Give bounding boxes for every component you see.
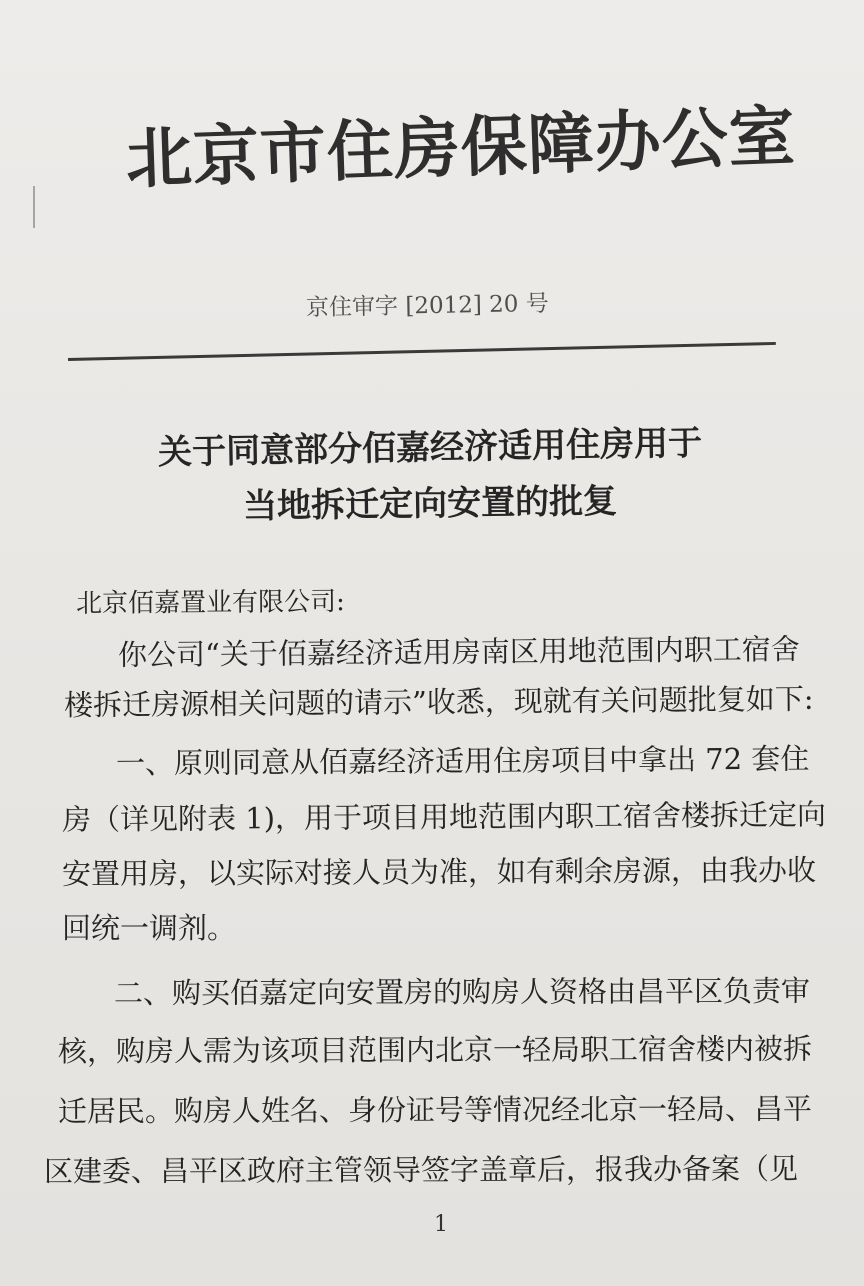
document-number: 京住审字 [2012] 20 号 [305,290,549,322]
body-line: 区建委、昌平区政府主管领导签字盖章后，报我办备案（见 [43,1151,799,1189]
document-title-line-2: 当地拆迁定向安置的批复 [242,481,618,527]
body-line: 房（详见附表 1)，用于项目用地范围内职工宿舍楼拆迁定向 [61,797,827,837]
header-divider [68,342,776,361]
body-line: 核，购房人需为该项目范围内北京一轻局职工宿舍楼内被拆 [57,1031,813,1069]
body-line: 安置用房，以实际对接人员为准，如有剩余房源，由我办收 [61,853,817,891]
body-line: 迁居民。购房人姓名、身份证号等情况经北京一轻局、昌平 [57,1091,813,1129]
body-line: 楼拆迁房源相关问题的请示”收悉，现就有关问题批复如下: [63,681,814,723]
body-line: 回统一调剂。 [62,911,237,945]
body-line: 一、原则同意从佰嘉经济适用住房项目中拿出 72 套住 [115,741,810,781]
body-line: 你公司“关于佰嘉经济适用房南区用地范围内职工宿舍 [117,632,800,672]
body-line: 二、购买佰嘉定向安置房的购房人资格由昌平区负责审 [113,973,811,1011]
document-title-line-1: 关于同意部分佰嘉经济适用住房用于 [157,423,703,473]
page-number: 1 [434,1212,448,1237]
recipient: 北京佰嘉置业有限公司: [75,587,345,619]
edge-mark [33,186,35,228]
issuing-organization-title: 北京市住房保障办公室 [124,97,797,198]
